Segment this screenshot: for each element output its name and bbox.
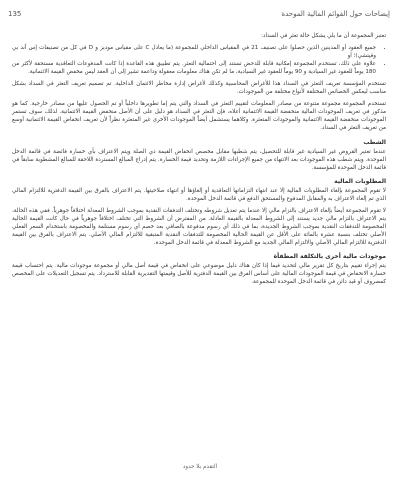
page-header: [8, 10, 390, 22]
body-paragraph: لا تقوم المجموعة أيضاً بإلغاء الاعتراف بالتزام مالي إلا عندما يتم تعديل شروطه وتختلف التدفقات النقدية بموجب الشروط المعدلة اختلافاً جوهرياً. ففي هذه الحالة، يتم الاعتراف بالتزام مالي جديد يستند إلى الشروط المعدلة بالقيمة العادلة. من المفترض أن الشروط التي تختلف اختلافاً جوهرياً في حال كانت القيمة الحالية المخصومة للتدفقات النقدية بموجب الشروط الجديدة، بما في ذلك أي رسوم مدفوعة بالصافي بعد خصم أي رسوم مستلمة والمخصومة باستخدام السعر الفعلي الأصلي تختلف بنسبة عشرة بالمائة على الأقل عن القيمة الحالية المخصومة للتدفقات النقدية المتبقية للالتزام المالي الأصلي. يتم الاعتراف بالفرق بين القيمة الدفترية للالتزام المالي الأصلي والالتزام المالي الجديد مع الشروط المعدلة في قائمة الدخل الموحدة.: [12, 207, 386, 246]
default-criteria-list: [12, 44, 386, 76]
body-paragraph: لا تقوم المجموعة بإلغاء المطلوبات المالية إلا عند انتهاء التزاماتها التعاقدية أو إلغاؤها أو انتهاء صلاحيتها. يتم الاعتراف بالفرق بين القيمة الدفترية للالتزام المالي الذي تم إلغاء الاعتراف به والمقابل المدفوع والمستحق الدفع في قائمة الدخل الموحدة.: [12, 187, 386, 202]
section-heading-financial-liabilities: المطلوبات المالية: [334, 177, 386, 185]
list-item: • علاوة على ذلك، تستخدم المجموعة إمكانية قابلة للدحض تستند إلى احتمالية التعثر. يتم تطبيق هذه القاعدة إذا كانت المدفوعات التعاقدية مستحقة لأكثر من 180 يوماً للعقود غير السيادية و 90 يوماً للعقود غير السيادية، ما لم تكن هناك معلومات معقولة وداعمة تشير إلى أن العقد ليس مخفض القيمة الائتمانية.: [12, 60, 376, 76]
running-title: إيضاحات حول القوائم المالية الموحدة: [281, 10, 390, 18]
body-paragraph: عندما تعتبر القروض غير السيادية غير قابلة للتحصيل، يتم شطبها مقابل مخصص انخفاض القيمة ذي الصلة ويتم الاعتراف بأي خسارة فائضة في قائمة الدخل الموحدة. ويتم شطب هذه الموجودات بعد الانتهاء من جميع الإجراءات اللازمة وتحديد قيمة الخسارة. يتم إدراج المبالغ المستردة اللاحقة للمبالغ المشطوبة سابقاً في قائمة الدخل الموحدة للمؤسسة.: [12, 148, 386, 171]
document-body: [12, 32, 386, 290]
body-paragraph: يتم إجراء تقييم بتاريخ كل تقرير مالي لتحديد فيما إذا كان هناك دليل موضوعي على انخفاض في قيمة أصل مالي أو مجموعة موجودات مالية. يتم احتساب قيمة خسارة الانخفاض في قيمة الموجودات المالية على أساس الفرق بين القيمة الدفترية للأصل وقيمتها التقديرية القابلة للاسترداد. يتم تسجيل التعديلات على المخصص كمصروف أو قيد دائن في قائمة الدخل الموحدة للمجموعة.: [12, 262, 386, 286]
section-heading-other-financial-assets: موجودات مالية أخرى بالتكلفة المطفأة: [273, 252, 386, 260]
page-number: 135: [8, 10, 22, 18]
intro-paragraph: تعتبر المجموعة أن ما يلي يشكل حالة تعثر في السداد:: [261, 33, 386, 39]
body-paragraph: تستخدم المؤسسة تعريف التعثر في السداد هذا للأغراض المحاسبية وكذلك لأغراض إدارة مخاطر الائتمان الداخلية. تم تصميم تعريف التعثر في السداد بشكل مناسب ليعكس الخصائص المختلفة لأنواع مختلفة من الموجودات.: [12, 81, 386, 96]
list-item: • جميع العقود أو المدينين الذين حصلوا على تصنيف 21 في المقياس الداخلي للمجموعة (ما يعادل C على مقياس موديز و D في كل من تصنيفات إس آند بي وفيتشي)؛ أو: [12, 44, 376, 60]
section-heading-write-off: الشطب: [363, 138, 386, 146]
body-paragraph: تستخدم المجموعة مجموعة متنوعة من مصادر المعلومات لتقييم التعثر في السداد والتي يتم إما تطويرها داخلياً أو تم الحصول عليها من مصادر خارجية. كما هو مذكور في تعريف الموجودات المالية منخفضة القيمة الائتمانية أعلاه، فإن التعثر في السداد هو دليل على أن الأصل منخفض القيمة الائتمانية. لذلك، سوف تستمر الموجودات منخفضة القيمة الائتمانية والموجودات المتعثرة. وكلاهما يستشمل أيضاً الموجودات الأخرى غير المتعثرة نظراً لأن تعريف انخفاض القيمة الائتمانية أوسع من تعريف التعثر في السداد.: [12, 101, 386, 132]
page-footer: التقدم بلا حدود: [182, 464, 218, 470]
